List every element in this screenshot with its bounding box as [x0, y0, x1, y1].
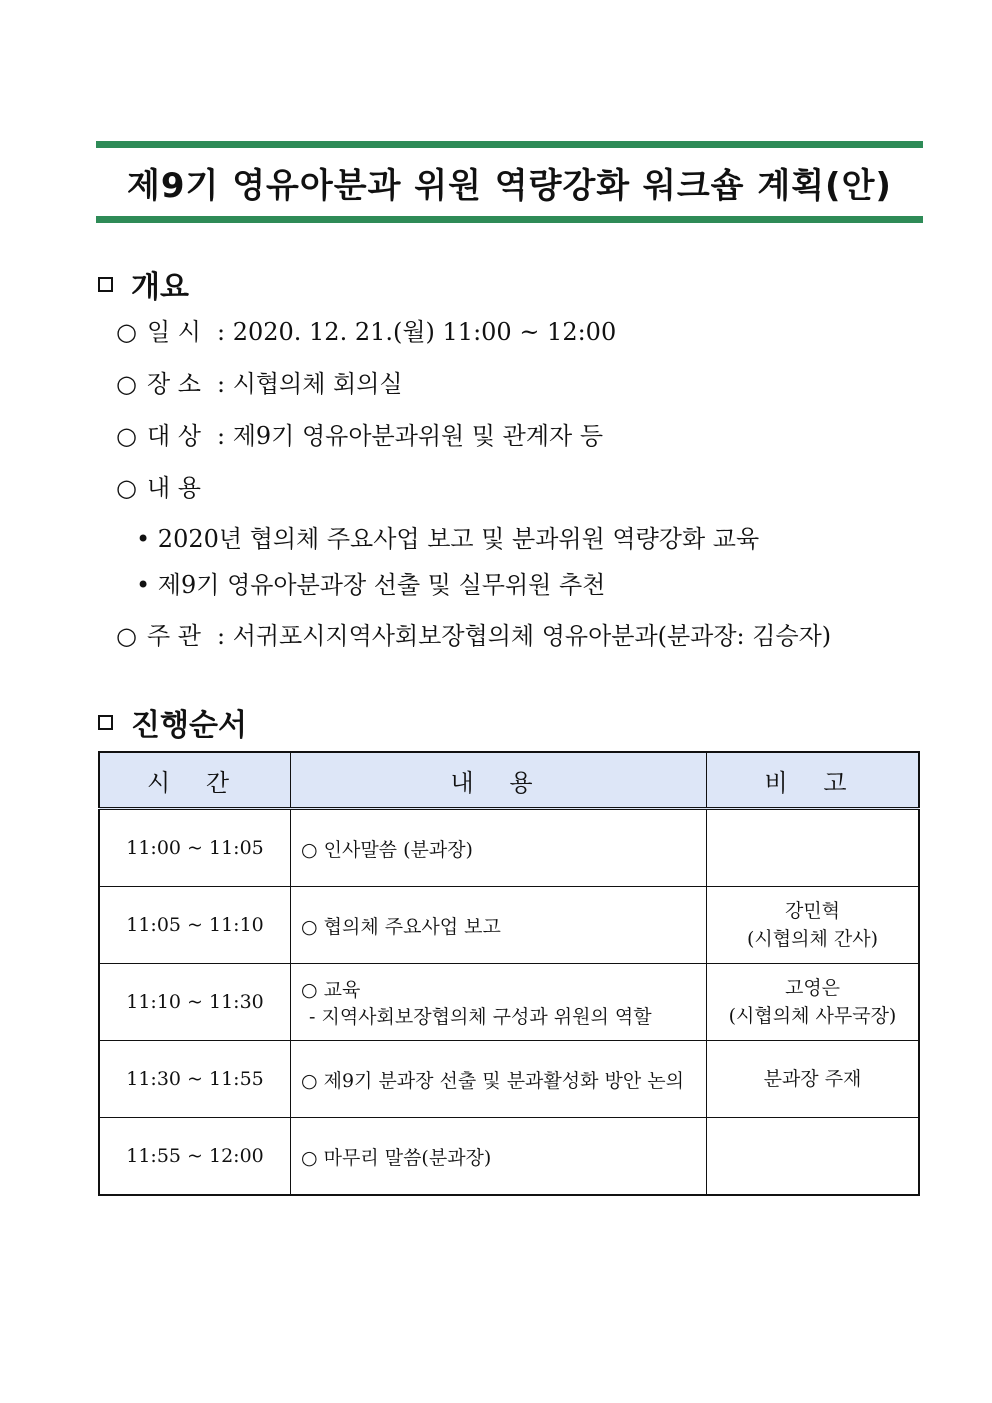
- header-time: 시 간: [99, 752, 291, 809]
- row-time: 11:10 ~ 11:30: [99, 964, 291, 1041]
- row-note: [707, 1118, 920, 1196]
- item-label: 대 상: [146, 422, 201, 450]
- table-row: [99, 887, 919, 964]
- row-content: [291, 1118, 707, 1196]
- row-content: [291, 809, 707, 887]
- item-label: 내 용: [146, 474, 201, 502]
- circle-bullet-icon: ○: [116, 318, 137, 346]
- item-label: 일 시: [146, 318, 201, 346]
- table-row: [99, 1118, 919, 1196]
- row-content-line: ○ 교육: [301, 979, 361, 1001]
- overview-item-date: [116, 312, 616, 347]
- schedule-heading: [98, 700, 247, 744]
- overview-item-host: [116, 616, 831, 651]
- item-separator: :: [216, 370, 226, 398]
- dot-bullet-icon: •: [136, 525, 151, 553]
- circle-bullet-icon: ○: [116, 422, 137, 450]
- row-note-line-2: (시협의체 사무국장): [728, 1005, 897, 1027]
- item-value: 서귀포시지역사회보장협의체 영유아분과(분과장: 김승자): [232, 622, 832, 650]
- circle-bullet-icon: ○: [116, 474, 137, 502]
- content-bullet-1: [136, 519, 759, 554]
- row-content-line-2: - 지역사회보장협의체 구성과 위원의 역할: [309, 1006, 652, 1028]
- row-time: 11:00 ~ 11:05: [99, 809, 291, 887]
- row-note-line: 고영은: [784, 977, 841, 999]
- schedule-table: [98, 751, 920, 1196]
- row-note: [707, 964, 920, 1041]
- checkbox-square-icon: [98, 715, 113, 730]
- row-note-line: 분과장 주재: [763, 1068, 862, 1090]
- table-row: [99, 809, 919, 887]
- header-note: 비 고: [707, 752, 920, 809]
- item-separator: :: [216, 622, 226, 650]
- table-row: [99, 1041, 919, 1118]
- table-row: [99, 964, 919, 1041]
- checkbox-square-icon: [98, 277, 113, 292]
- item-value: 제9기 영유아분과위원 및 관계자 등: [232, 422, 604, 450]
- circle-bullet-icon: ○: [116, 622, 137, 650]
- overview-item-content: [116, 468, 217, 503]
- row-note-line: 강민혁: [784, 900, 841, 922]
- overview-item-target: [116, 416, 603, 451]
- row-time: 11:55 ~ 12:00: [99, 1118, 291, 1196]
- item-value: 시협의체 회의실: [232, 370, 403, 398]
- content-bullet-2: [136, 565, 605, 600]
- row-time: 11:30 ~ 11:55: [99, 1041, 291, 1118]
- row-time: 11:05 ~ 11:10: [99, 887, 291, 964]
- overview-heading: [98, 262, 189, 306]
- row-content-line: ○ 인사말씀 (분과장): [301, 838, 473, 861]
- bullet-text: 제9기 영유아분과장 선출 및 실무위원 추천: [157, 571, 606, 599]
- row-content: [291, 964, 707, 1041]
- row-note: [707, 1041, 920, 1118]
- row-content-line: ○ 협의체 주요사업 보고: [301, 915, 501, 938]
- overview-item-place: [116, 364, 403, 399]
- item-separator: :: [216, 318, 226, 346]
- circle-bullet-icon: ○: [116, 370, 137, 398]
- table-header-row: [99, 752, 919, 809]
- row-note: [707, 809, 920, 887]
- row-content: [291, 1041, 707, 1118]
- overview-heading-text: 개요: [131, 270, 189, 305]
- title-banner: [96, 141, 923, 223]
- page-title: 제9기 영유아분과 위원 역량강화 워크숍 계획(안): [127, 165, 892, 206]
- item-label: 장 소: [146, 370, 201, 398]
- row-note-line-2: (시협의체 간사): [747, 928, 878, 950]
- item-label: 주 관: [146, 622, 201, 650]
- row-content-line: ○ 마무리 말씀(분과장): [301, 1146, 492, 1169]
- row-content-line: ○ 제9기 분과장 선출 및 분과활성화 방안 논의: [301, 1069, 684, 1092]
- row-content: [291, 887, 707, 964]
- header-content: 내 용: [291, 752, 707, 809]
- dot-bullet-icon: •: [136, 571, 151, 599]
- bullet-text: 2020년 협의체 주요사업 보고 및 분과위원 역량강화 교육: [157, 525, 760, 553]
- schedule-heading-text: 진행순서: [131, 708, 247, 743]
- item-separator: :: [216, 422, 226, 450]
- row-note: [707, 887, 920, 964]
- item-value: 2020. 12. 21.(월) 11:00 ~ 12:00: [232, 318, 617, 346]
